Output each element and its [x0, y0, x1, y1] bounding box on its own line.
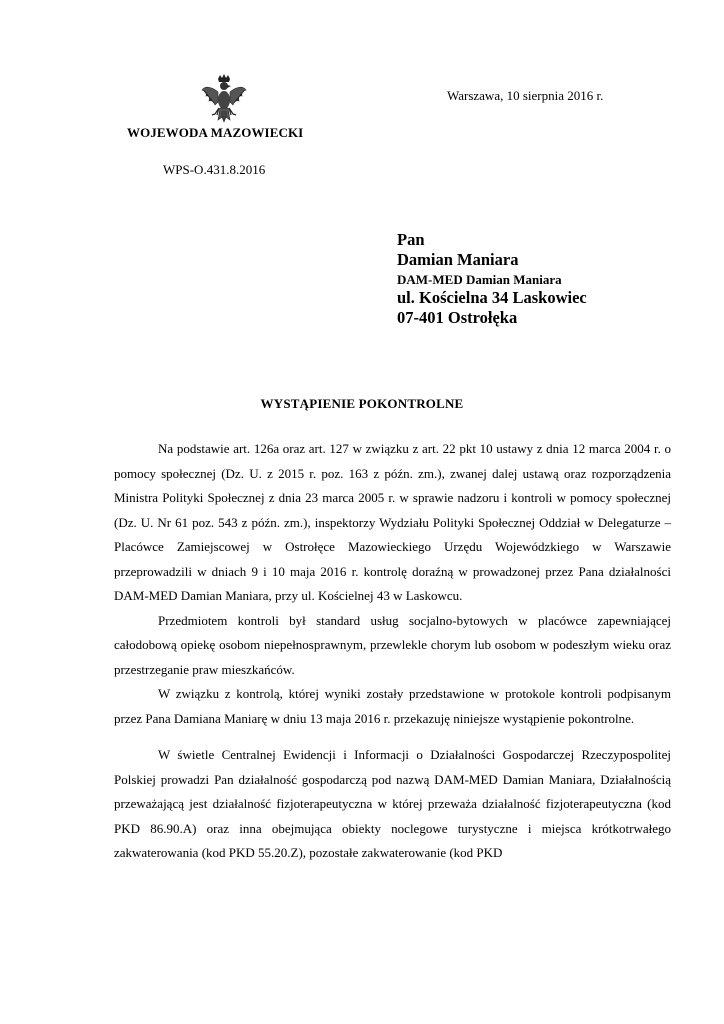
recipient-street: ul. Kościelna 34 Laskowiec	[397, 288, 587, 307]
polish-eagle-emblem-icon	[201, 74, 247, 130]
body-paragraph: Przedmiotem kontroli był standard usług socjalno-bytowych w placówce zapewniającej całodobową opiekę osobom niepełnosprawnym, przewlekle chorym lub osobom w podeszłym wieku oraz przestrzeganie praw mieszkańców.	[114, 612, 671, 677]
recipient-salutation: Pan	[397, 230, 425, 249]
recipient-city: 07-401 Ostrołęka	[397, 308, 518, 327]
recipient-address-block	[397, 230, 587, 328]
recipient-name: Damian Maniara	[397, 250, 519, 269]
body-paragraph: W związku z kontrolą, której wyniki zostały przedstawione w protokole kontroli podpisanym przez Pana Damiana Maniarę w dniu 13 maja 2016 r. przekazuję niniejsze wystąpienie pokontrolne.	[114, 686, 671, 726]
recipient-company: DAM-MED Damian Maniara	[397, 272, 562, 287]
issuing-authority: WOJEWODA MAZOWIECKI	[127, 125, 304, 140]
document-title: WYSTĄPIENIE POKONTROLNE	[260, 396, 464, 411]
document-body	[114, 437, 671, 866]
body-paragraph: Na podstawie art. 126a oraz art. 127 w związku z art. 22 pkt 10 ustawy z dnia 12 marca 2004 r. o pomocy społecznej (Dz. U. z 2015 r. poz. 163 z późn. zm.), zwanej dalej ustawą oraz rozporządzenia Ministra Polityki Społecznej z dnia 23 marca 2005 r. w sprawie nadzoru i kontroli w pomocy społecznej (Dz. U. Nr 61 poz. 543 z późn. zm.), inspektorzy Wydziału Polityki Społecznej Oddział w Delegaturze – Placówce Zamiejscowej w Ostrołęce Mazowieckiego Urzędu Wojewódzkiego w Warszawie przeprowadzili w dniach 9 i 10 maja 2016 r. kontrolę doraźną w prowadzonej przez Pana działalności DAM-MED Damian Maniara, przy ul. Kościelnej 43 w Laskowcu.	[114, 441, 671, 603]
place-and-date: Warszawa, 10 sierpnia 2016 r.	[447, 88, 604, 103]
case-reference-number: WPS-O.431.8.2016	[163, 162, 266, 177]
body-paragraph: W świetle Centralnej Ewidencji i Informacji o Działalności Gospodarczej Rzeczypospolitej Polskiej prowadzi Pan działalność gospodarczą pod nazwą DAM-MED Damian Maniara, Działalnością przeważającą jest działalność fizjoterapeutyczna w której przeważa działalność fizjoterapeutyczna (kod PKD 86.90.A) oraz inna obejmująca obiekty noclegowe turystyczne i miejsca krótkotrwałego zakwaterowania (kod PKD 55.20.Z), pozostałe zakwaterowanie (kod PKD	[114, 747, 671, 860]
